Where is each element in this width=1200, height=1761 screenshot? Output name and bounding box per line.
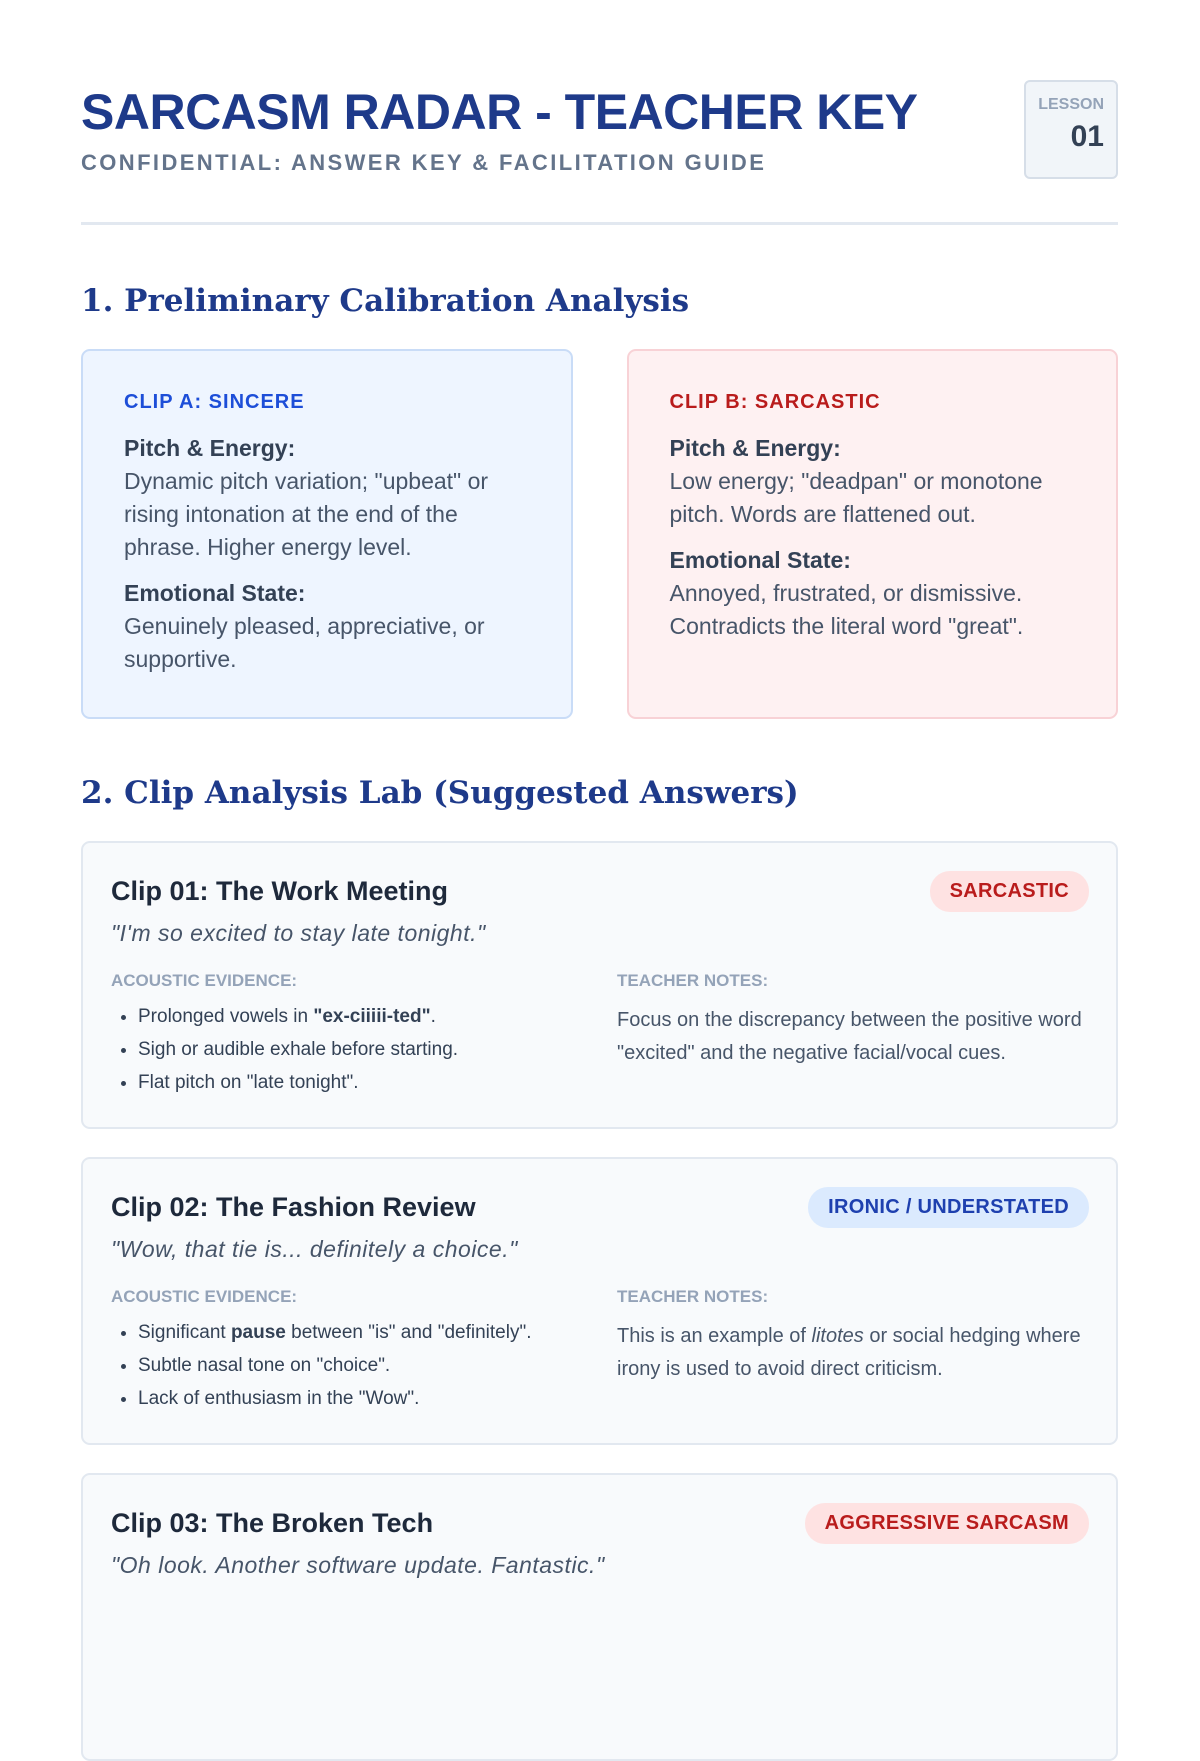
section-title-calibration: 1. Preliminary Calibration Analysis (81, 283, 690, 319)
calibration-card-sincere (81, 349, 573, 719)
clip-header (111, 1187, 1089, 1227)
acoustic-evidence (111, 971, 617, 1099)
notes-text: This is an example of litotes or social hedging where irony is used to avoid direct criticism. (617, 1325, 1081, 1380)
lesson-label: LESSON (1038, 96, 1104, 113)
document-header (81, 80, 1118, 222)
section-title-clip-lab: 2. Clip Analysis Lab (Suggested Answers) (81, 775, 799, 811)
pitch-label: Pitch & Energy: (124, 435, 296, 461)
pitch-text: Dynamic pitch variation; "upbeat" or rising intonation at the end of the phrase. Higher energy level. (124, 468, 489, 560)
pitch-text: Low energy; "deadpan" or monotone pitch. Words are flattened out. (669, 468, 1043, 527)
notes-label: TEACHER NOTES: (617, 1287, 769, 1306)
emotion-label: Emotional State: (124, 580, 306, 606)
clip-header (111, 1503, 1089, 1543)
clip-title: Clip 02: The Fashion Review (111, 1191, 476, 1222)
clip-header (111, 871, 1089, 911)
header-divider (81, 222, 1118, 225)
evidence-item: • Sigh or audible exhale before starting. (138, 1033, 617, 1066)
clip-title: Clip 03: The Broken Tech (111, 1507, 434, 1538)
evidence-item: • Significant pause between "is" and "definitely". (138, 1316, 617, 1349)
clip-card (81, 1157, 1118, 1445)
evidence-list (111, 1000, 617, 1099)
clip-columns (111, 1287, 1089, 1415)
evidence-item: • Prolonged vowels in "ex-ciiiii-ted". (138, 1000, 617, 1033)
emotion-text: Genuinely pleased, appreciative, or supportive. (124, 613, 485, 672)
calibration-card-heading: CLIP A: SINCERE (124, 391, 305, 413)
page-title: SARCASM RADAR - TEACHER KEY (81, 84, 918, 140)
evidence-label: ACOUSTIC EVIDENCE: (111, 1287, 298, 1306)
notes-text: Focus on the discrepancy between the positive word "excited" and the negative facial/vocal cues. (617, 1009, 1082, 1064)
teacher-notes (617, 1287, 1089, 1415)
lesson-number: 01 (1070, 120, 1104, 153)
clip-columns (111, 971, 1089, 1099)
emotion-text: Annoyed, frustrated, or dismissive. Contradicts the literal word "great". (669, 580, 1024, 639)
evidence-item: • Lack of enthusiasm in the "Wow". (138, 1382, 617, 1415)
clip-quote: "Wow, that tie is... definitely a choice." (111, 1236, 518, 1262)
pitch-label: Pitch & Energy: (669, 435, 841, 461)
classification-badge: AGGRESSIVE SARCASM (805, 1503, 1089, 1544)
clip-card (81, 841, 1118, 1129)
acoustic-evidence (111, 1287, 617, 1415)
evidence-label: ACOUSTIC EVIDENCE: (111, 971, 298, 990)
evidence-item: • Flat pitch on "late tonight". (138, 1066, 617, 1099)
calibration-card-sarcastic (627, 349, 1119, 719)
notes-label: TEACHER NOTES: (617, 971, 769, 990)
evidence-list (111, 1316, 617, 1415)
classification-badge: IRONIC / UNDERSTATED (808, 1187, 1089, 1228)
clip-quote: "Oh look. Another software update. Fantastic." (111, 1552, 605, 1578)
clip-title: Clip 01: The Work Meeting (111, 875, 449, 906)
clip-quote: "I'm so excited to stay late tonight." (111, 920, 486, 946)
emotion-label: Emotional State: (669, 547, 851, 573)
calibration-grid (81, 349, 1118, 719)
clip-card (81, 1473, 1118, 1761)
evidence-item: • Subtle nasal tone on "choice". (138, 1349, 617, 1382)
teacher-notes (617, 971, 1089, 1099)
page-subtitle: CONFIDENTIAL: ANSWER KEY & FACILITATION GUIDE (81, 150, 767, 175)
calibration-card-heading: CLIP B: SARCASTIC (669, 391, 881, 413)
lesson-badge (1024, 80, 1118, 179)
classification-badge: SARCASTIC (930, 871, 1089, 912)
